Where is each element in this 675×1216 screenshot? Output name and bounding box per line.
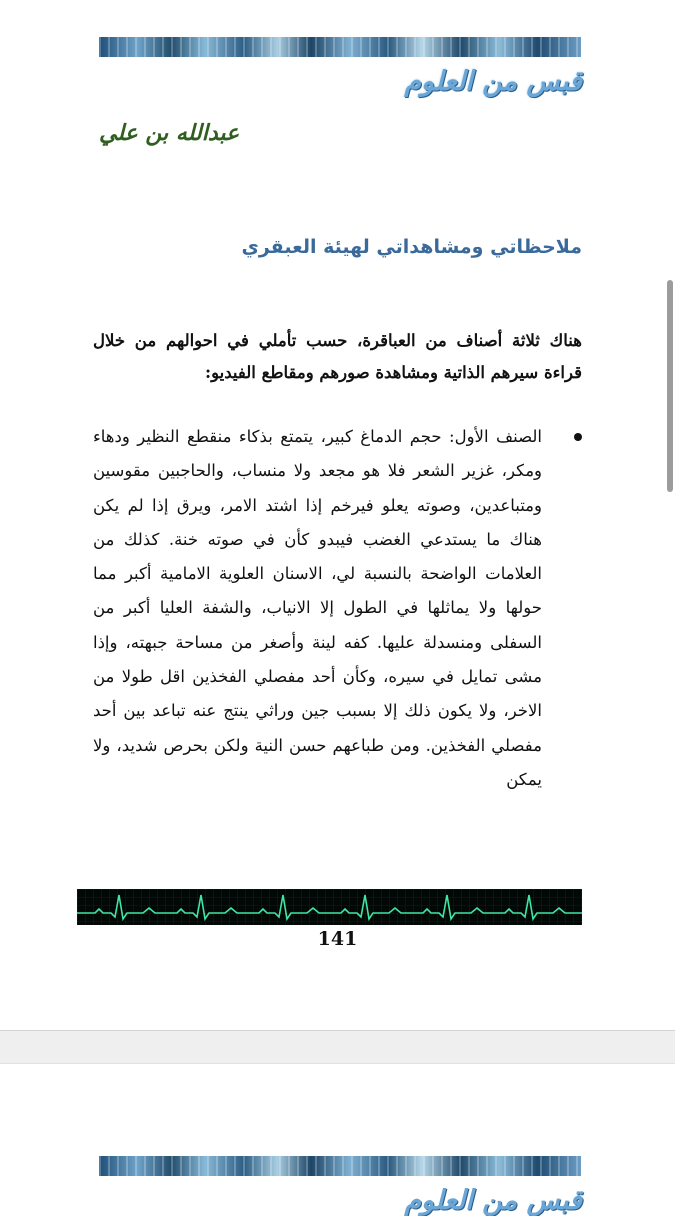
- bullet-text: الصنف الأول: حجم الدماغ كبير، يتمتع بذكاء منقطع النظير ودهاء ومكر، غزير الشعر فلا هو مجعد ولا منساب، والحاجبين مقوسين ومتباعدين، وصوته يعلو فيرخم إذا اشتد الامر، ويرق إذا لم يكن هناك ما يستدعي الغضب فيبدو كأن في صوته خنة. كذلك من العلامات الواضحة بالنسبة لي، الاسنان العلوية الامامية أكبر مما حولها ولا يماثلها في الطول إلا الانياب، والشفة العليا أكبر من السفلى ومنسدلة عليها. كفه لينة وأصغر من مساحة جبهته، وإذا مشى تمايل في سيره، وكأن أحد مفصلي الفخذين اقل طولا من الاخر، ولا يكون ذلك إلا بسبب جين وراثي ينتج عنه تباعد بين أحد مفصلي الفخذين. ومن طباعهم حسن النية ولكن بحرص شديد، ولا يمكن: [93, 427, 542, 789]
- bullet-icon: [574, 433, 582, 441]
- intro-paragraph: هناك ثلاثة أصناف من العباقرة، حسب تأملي في احوالهم من خلال قراءة سيرهم الذاتية ومشاهدة صورهم ومقاطع الفيديو:: [93, 331, 582, 382]
- next-page-book-title: قبس من العلوم: [404, 1185, 582, 1216]
- bullet-list: [93, 420, 582, 797]
- heartbeat-footer-image: [77, 889, 582, 925]
- chapter-title: ملاحظاتي ومشاهداتي لهيئة العبقري: [241, 236, 582, 258]
- ecg-line-icon: [77, 889, 582, 925]
- book-title: قبس من العلوم: [404, 66, 582, 97]
- scrollbar-thumb[interactable]: [667, 280, 673, 492]
- next-page-header-banner: [99, 1156, 581, 1176]
- page-separator: [0, 1030, 675, 1064]
- list-item: [93, 420, 582, 797]
- page-number: 141: [317, 928, 358, 950]
- author-name: عبدالله بن علي: [99, 120, 240, 146]
